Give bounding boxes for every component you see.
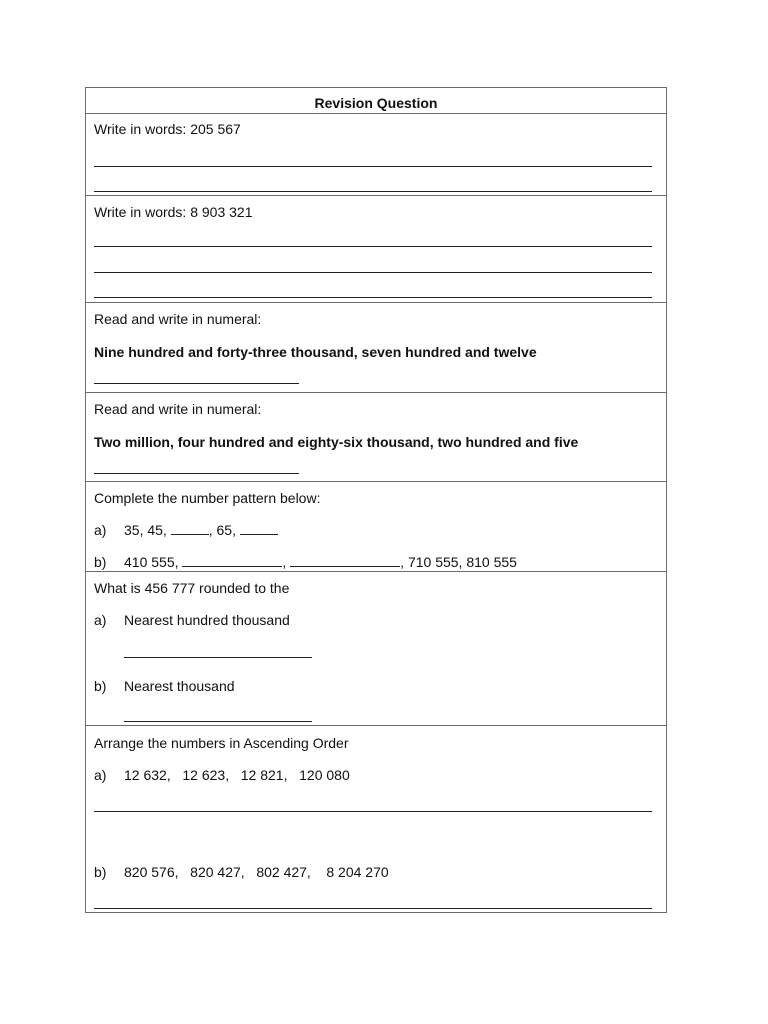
pattern-b-blank-1[interactable] bbox=[182, 554, 282, 567]
part-a-pattern bbox=[124, 522, 278, 538]
answer-line-a[interactable] bbox=[124, 657, 312, 658]
pattern-b-values-2: , bbox=[282, 554, 287, 570]
worksheet-table bbox=[85, 87, 667, 913]
part-b-label: b) bbox=[94, 678, 107, 694]
question-5-prompt: Complete the number pattern below: bbox=[94, 490, 321, 506]
question-5 bbox=[86, 482, 666, 572]
question-3-text: Nine hundred and forty-three thousand, seven hundred and twelve bbox=[94, 344, 537, 360]
title-row bbox=[86, 88, 666, 114]
answer-line[interactable] bbox=[94, 473, 299, 474]
question-4 bbox=[86, 393, 666, 482]
question-3-prompt: Read and write in numeral: bbox=[94, 311, 262, 327]
part-b-label: b) bbox=[94, 864, 107, 880]
part-b-label: b) bbox=[94, 554, 107, 570]
pattern-a-values-2: , 65, bbox=[208, 522, 236, 538]
question-7-prompt: Arrange the numbers in Ascending Order bbox=[94, 735, 349, 751]
question-2 bbox=[86, 196, 666, 303]
part-a-values: 12 632, 12 623, 12 821, 120 080 bbox=[124, 767, 350, 783]
answer-line-1[interactable] bbox=[94, 246, 652, 247]
part-a-label: a) bbox=[94, 767, 107, 783]
question-2-prompt: Write in words: 8 903 321 bbox=[94, 204, 253, 220]
answer-line-2[interactable] bbox=[94, 272, 652, 273]
answer-line-b[interactable] bbox=[124, 721, 312, 722]
question-6 bbox=[86, 572, 666, 726]
pattern-b-values-3: , 710 555, 810 555 bbox=[400, 554, 517, 570]
part-a-label: a) bbox=[94, 612, 107, 628]
pattern-a-blank-2[interactable] bbox=[240, 522, 278, 535]
answer-line-a[interactable] bbox=[94, 811, 652, 812]
pattern-b-values-1: 410 555, bbox=[124, 554, 179, 570]
question-4-text: Two million, four hundred and eighty-six thousand, two hundred and five bbox=[94, 434, 579, 450]
question-6-prompt: What is 456 777 rounded to the bbox=[94, 580, 290, 596]
part-b-pattern bbox=[124, 554, 517, 570]
question-4-prompt: Read and write in numeral: bbox=[94, 401, 262, 417]
answer-line[interactable] bbox=[94, 383, 299, 384]
answer-line-2[interactable] bbox=[94, 191, 652, 192]
part-b-text: Nearest thousand bbox=[124, 678, 235, 694]
part-a-text: Nearest hundred thousand bbox=[124, 612, 290, 628]
question-7 bbox=[86, 726, 666, 914]
answer-line-3[interactable] bbox=[94, 297, 652, 298]
pattern-a-blank-1[interactable] bbox=[171, 522, 209, 535]
pattern-b-blank-2[interactable] bbox=[290, 554, 400, 567]
worksheet-title: Revision Question bbox=[314, 95, 438, 111]
pattern-a-values-1: 35, 45, bbox=[124, 522, 167, 538]
question-1 bbox=[86, 114, 666, 196]
answer-line-1[interactable] bbox=[94, 166, 652, 167]
question-3 bbox=[86, 303, 666, 393]
question-1-prompt: Write in words: 205 567 bbox=[94, 121, 241, 137]
part-a-label: a) bbox=[94, 522, 107, 538]
answer-line-b[interactable] bbox=[94, 908, 652, 909]
part-b-values: 820 576, 820 427, 802 427, 8 204 270 bbox=[124, 864, 389, 880]
